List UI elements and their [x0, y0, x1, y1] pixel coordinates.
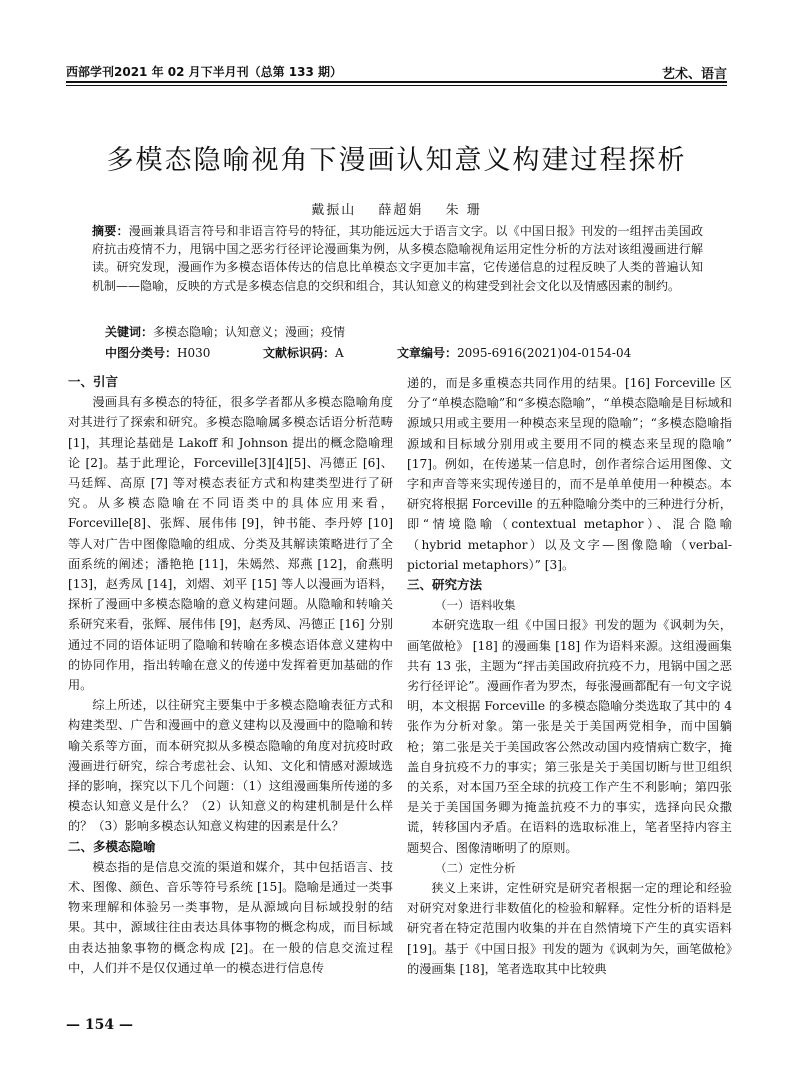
article-title: 多模态隐喻视角下漫画认知意义构建过程探析 [106, 145, 687, 176]
keywords [105, 323, 345, 340]
author-name: 戴振山 [311, 203, 357, 218]
section-heading: 三、研究方法 [407, 577, 483, 593]
body-paragraph: 狭义上来讲，定性研究是研究者根据一定的理论和经验对研究对象进行非数值化的检验和解释。定性分析的语料是研究者在特定范围内收集的并在自然情境下产生的真实语料 [19]。基于《中国日报》刊发的题为《讽刺为矢，画笔做枪》的漫画集 [18]，笔者选取其中比较典 [407, 881, 732, 976]
clc-number: 中图分类号：H030 [105, 346, 211, 360]
abstract [92, 222, 703, 295]
subsection-heading: （二）定性分析 [435, 860, 516, 875]
page-number: — 154 — [66, 1017, 133, 1033]
running-header [66, 63, 727, 83]
header-rule-thin [66, 85, 727, 86]
article-number: 文章编号：2095-6916(2021)04-0154-04 [397, 346, 632, 360]
abstract-label: 摘要： [92, 224, 129, 238]
abstract-text: 漫画兼具语言符号和非语言符号的特征，其功能远远大于语言文字。以《中国日报》刊发的一组抨击美国政府抗击疫情不力，甩锅中国之恶劣行径评论漫画集为例，从多模态隐喻视角运用定性分析的方法对该组漫画进行解读。研究发现，漫画作为多模态语体传达的信息比单模态文字更加丰富，它传递信息的过程反映了人类的普遍认知机制——隐喻，反映的方式是多模态信息的交织和组合，其认知意义的构建受到社会文化以及情感因素的制约。 [92, 224, 703, 293]
author-name: 朱 珊 [445, 203, 482, 218]
section-heading: 一、引言 [68, 374, 119, 389]
body-paragraph: 综上所述，以往研究主要集中于多模态隐喻表征方式和构建类型、广告和漫画中的意义建构以及漫画中的隐喻和转喻关系等方面，而本研究拟从多模态隐喻的角度对抗疫时政漫画进行研究，综合考虑社会、认知、文化和情感对源域选择的影响，探究以下几个问题：（1）这组漫画集所传递的多模态认知意义是什么？（2）认知意义的构建机制是什么样的？（3）影响多模态认知意义构建的因素是什么？ [68, 698, 393, 834]
subsection-heading: （一）语料收集 [435, 598, 516, 613]
body-paragraph: 递的，而是多重模态共同作用的结果。[16] Forceville 区分了“单模态隐喻”和“多模态隐喻”，“单模态隐喻是目标域和源域只用或主要用一种模态来呈现的隐喻”；“多模态隐喻指源域和目标域分别用或主要用不同的模态来呈现的隐喻” [17]。例如，在传递某一信息时，创作者综合运用图像、文字和声音等来实现传递目的，而不是单单使用一种模态。本研究将根据 Forceville 的五种隐喻分类中的三种进行分析，即“情境隐喻（contextual metaphor）、混合隐喻（hybrid metaphor）以及文字—图像隐喻（verbal-pictorial metaphors）” [3]。 [407, 376, 732, 572]
body-paragraph: 漫画具有多模态的特征，很多学者都从多模态隐喻角度对其进行了探索和研究。多模态隐喻属多模态话语分析范畴 [1]，其理论基础是 Lakoff 和 Johnson 提出的概念隐喻理论 [2]。基于此理论，Forceville[3][4][5]、冯德正 [6]、马廷辉、高原 [7] 等对模态表征方式和构建类型进行了研究。从多模态隐喻在不同语类中的具体应用来看，Forceville[8]、张辉、展伟伟 [9]，钟书能、李丹婷 [10] 等人对广告中图像隐喻的组成、分类及其解读策略进行了全面系统的阐述；潘艳艳 [11]，朱嫣然、郑燕 [12]，俞燕明 [13]，赵秀凤 [14]，刘熠、刘平 [15] 等人以漫画为语料，探析了漫画中多模态隐喻的意义构建问题。从隐喻和转喻关系研究来看，张辉、展伟伟 [9]，赵秀凤、冯德正 [16] 分别通过不同的语体证明了隐喻和转喻在多模态语体意义建构中的协同作用，指出转喻在意义的传递中发挥着更加基础的作用。 [68, 395, 393, 693]
journal-name: 西部学刊2021 年 02 月下半月刊（总第 133 期） [66, 65, 343, 79]
author-list [66, 199, 727, 218]
keywords-text: 多模态隐喻；认知意义；漫画；疫情 [153, 325, 346, 339]
article-metadata [105, 344, 703, 362]
section-name: 艺术、语言 [661, 67, 727, 82]
document-code: 文献标识码：A [263, 346, 344, 360]
header-rule-thick [66, 81, 727, 83]
keywords-label: 关键词： [105, 325, 154, 339]
left-column [68, 372, 393, 978]
right-column [407, 373, 732, 979]
author-name: 薛超娟 [378, 203, 424, 218]
body-paragraph: 本研究选取一组《中国日报》刊发的题为《讽刺为矢，画笔做枪》 [18] 的漫画集 [18] 作为语料来源。这组漫画集共有 13 张，主题为“抨击美国政府抗疫不力，甩锅中国之恶劣行径评论”。漫画作者为罗杰，每张漫画都配有一句文字说明，本文根据 Forceville 的多模态隐喻分类选取了其中的 4 张作为分析对象。第一张是关于美国两党相争，而中国躺枪；第二张是关于美国政客公然改动国内疫情病亡数字，掩盖自身抗疫不力的事实；第三张是关于美国切断与世卫组织的关系，对本国乃至全球的抗疫工作产生不利影响；第四张是关于美国国务卿为掩盖抗疫不力的事实，选择向民众撒谎，转移国内矛盾。在语料的选取标准上，笔者坚持内容主题契合、图像清晰明了的原则。 [407, 618, 732, 855]
body-paragraph: 模态指的是信息交流的渠道和媒介，其中包括语言、技术、图像、颜色、音乐等符号系统 [15]。隐喻是通过一类事物来理解和体验另一类事物，是从源域向目标域投射的结果。其中，源域往往由表达具体事物的概念构成，而目标域由表达抽象事物的概念构成 [2]。在一般的信息交流过程中，人们并不是仅仅通过单一的模态进行信息传 [68, 859, 393, 975]
section-heading: 二、多模态隐喻 [68, 838, 156, 854]
